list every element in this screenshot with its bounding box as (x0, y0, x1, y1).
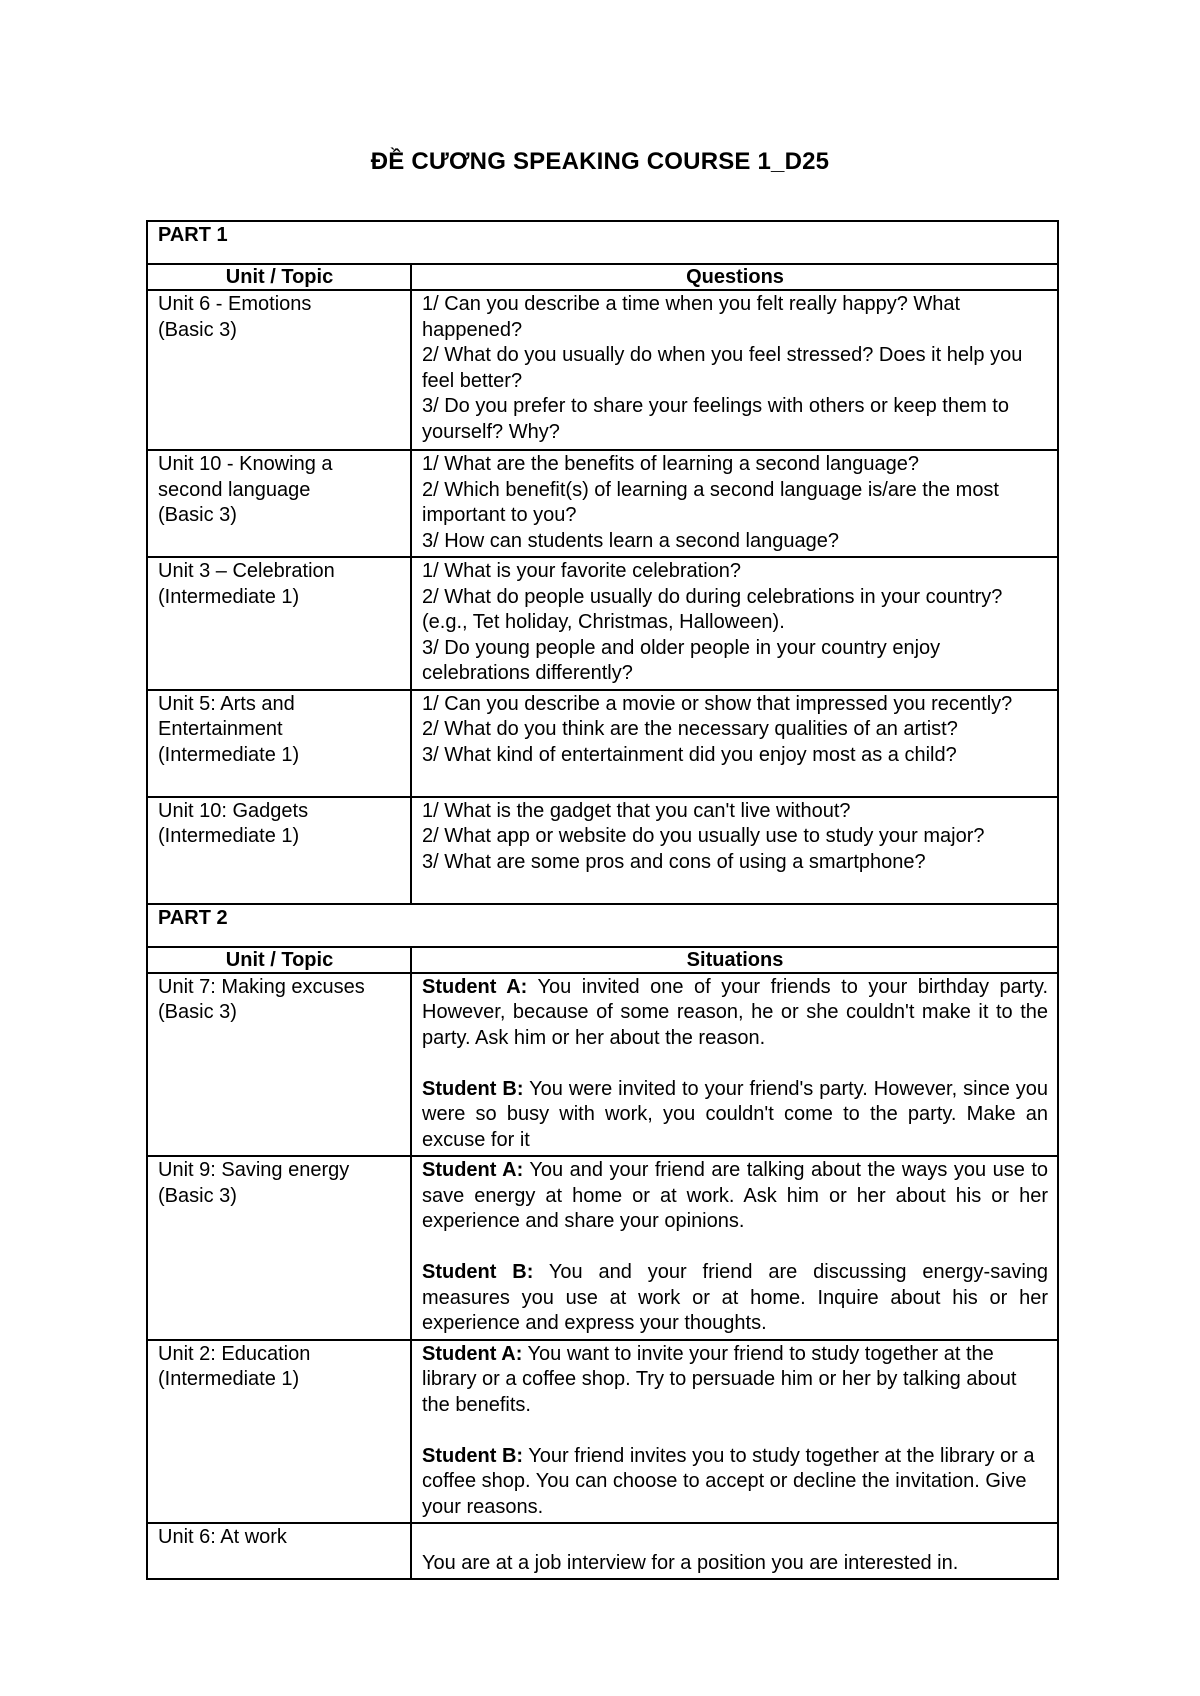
student-b-text: Your friend invites you to study together at the library or a coffee shop. You can choose to accept or decline the invitation. Give your reasons. (422, 1444, 1035, 1518)
unit-level: (Basic 3) (158, 504, 237, 526)
table-row (147, 290, 1058, 450)
student-a-paragraph (422, 975, 1048, 1052)
column-header-questions: Questions (411, 264, 1058, 290)
part-heading-row (147, 904, 1058, 947)
unit-title: Unit 6: At work (158, 1526, 287, 1548)
situation-cell (411, 1340, 1058, 1524)
student-a-text: You invited one of your friends to your birthday party. However, because of some reason, he or she couldn't make it to the party. Ask him or her about the reason. (422, 975, 1049, 1049)
student-b-label: Student B: (422, 1261, 534, 1283)
unit-level: (Intermediate 1) (158, 1368, 300, 1390)
question: 2/ What do people usually do during celebrations in your country? (e.g., Tet holiday, Christmas, Halloween). (422, 585, 1003, 633)
unit-title: Unit 9: Saving energy (158, 1159, 350, 1181)
question: 1/ What is the gadget that you can't live without? (422, 799, 851, 822)
unit-level: (Basic 3) (158, 1001, 237, 1023)
student-b-label: Student B: (422, 1444, 524, 1467)
part-heading: PART 1 (147, 221, 1058, 264)
part-heading-row (147, 221, 1058, 264)
question: 2/ What do you usually do when you feel stressed? Does it help you feel better? (422, 344, 1023, 392)
student-b-text: You were invited to your friend's party. However, since you were so busy with work, you couldn't come to the party. Make an excuse for it (422, 1077, 1049, 1151)
situation-cell (411, 1523, 1058, 1579)
questions-cell (411, 290, 1058, 450)
student-b-label: Student B: (422, 1077, 524, 1100)
unit-level: (Basic 3) (158, 1184, 237, 1207)
situation-cell (411, 1156, 1058, 1340)
questions-cell (411, 557, 1058, 690)
unit-cell (147, 290, 411, 450)
unit-cell (147, 1340, 411, 1524)
unit-cell (147, 690, 411, 797)
unit-title: Unit 10 - Knowing a (158, 453, 333, 475)
student-b-paragraph (422, 1077, 1048, 1154)
question: 3/ What are some pros and cons of using a smartphone? (422, 850, 926, 873)
question: 1/ What are the benefits of learning a second language? (422, 453, 920, 475)
student-b-text: You and your friend are discussing energy-saving measures you use at work or at home. Inquire about his or her experience and express your thoughts. (422, 1261, 1049, 1334)
unit-title: Unit 6 - Emotions (158, 293, 312, 315)
course-outline-table (146, 220, 1059, 1580)
student-a-label: Student A: (422, 1342, 523, 1365)
unit-title: Entertainment (158, 718, 283, 740)
column-header-unit: Unit / Topic (147, 947, 411, 973)
column-header-situations: Situations (411, 947, 1058, 973)
unit-title: Unit 2: Education (158, 1342, 311, 1365)
student-a-text: You and your friend are talking about the ways you use to save energy at home or at work. Ask him or her about his or her experience and share your opinions. (422, 1159, 1049, 1232)
table-row (147, 1156, 1058, 1340)
questions-cell (411, 690, 1058, 797)
table-row (147, 690, 1058, 797)
part-heading: PART 2 (147, 904, 1058, 947)
table-row (147, 973, 1058, 1157)
table-row (147, 1340, 1058, 1524)
unit-level: (Basic 3) (158, 318, 237, 341)
question: 3/ How can students learn a second language? (422, 529, 839, 552)
student-a-paragraph (422, 1158, 1048, 1235)
table-row (147, 557, 1058, 690)
questions-cell (411, 450, 1058, 557)
question: 1/ Can you describe a time when you felt really happy? What happened? (422, 293, 961, 341)
table-row (147, 1523, 1058, 1579)
question: 1/ Can you describe a movie or show that impressed you recently? (422, 692, 1013, 715)
unit-title: Unit 5: Arts and (158, 692, 295, 715)
student-a-label: Student A: (422, 1159, 524, 1181)
blank-line (422, 1525, 1048, 1551)
unit-title: Unit 7: Making excuses (158, 975, 365, 998)
column-header-unit: Unit / Topic (147, 264, 411, 290)
table-row (147, 797, 1058, 904)
unit-level: (Intermediate 1) (158, 743, 300, 766)
page-title: ĐỀ CƯƠNG SPEAKING COURSE 1_D25 (370, 148, 830, 175)
question: 2/ What do you think are the necessary qualities of an artist? (422, 718, 958, 740)
question: 3/ Do you prefer to share your feelings with others or keep them to yourself? Why? (422, 395, 1009, 443)
unit-title: Unit 3 – Celebration (158, 560, 335, 582)
question: 3/ What kind of entertainment did you enjoy most as a child? (422, 743, 957, 766)
question: 2/ Which benefit(s) of learning a second language is/are the most important to you? (422, 478, 999, 526)
unit-level: (Intermediate 1) (158, 585, 300, 608)
unit-level: (Intermediate 1) (158, 825, 300, 847)
unit-cell (147, 1523, 411, 1579)
unit-cell (147, 973, 411, 1157)
questions-cell (411, 797, 1058, 904)
unit-cell (147, 557, 411, 690)
question: 1/ What is your favorite celebration? (422, 560, 742, 582)
student-b-paragraph (422, 1444, 1048, 1521)
unit-cell (147, 797, 411, 904)
student-b-paragraph (422, 1260, 1048, 1337)
student-a-text: You want to invite your friend to study together at the library or a coffee shop. Try to persuade him or her by talking about the benefits. (422, 1342, 1017, 1416)
table-row (147, 450, 1058, 557)
unit-cell (147, 1156, 411, 1340)
question: 3/ Do young people and older people in your country enjoy celebrations differently? (422, 636, 941, 684)
unit-title: second language (158, 478, 311, 501)
student-a-paragraph (422, 1342, 1048, 1419)
question: 2/ What app or website do you usually use to study your major? (422, 825, 985, 847)
student-a-label: Student A: (422, 975, 528, 998)
column-header-row (147, 947, 1058, 973)
situation-cell (411, 973, 1058, 1157)
column-header-row (147, 264, 1058, 290)
unit-cell (147, 450, 411, 557)
situation-text: You are at a job interview for a position you are interested in. (422, 1551, 959, 1574)
unit-title: Unit 10: Gadgets (158, 799, 309, 822)
